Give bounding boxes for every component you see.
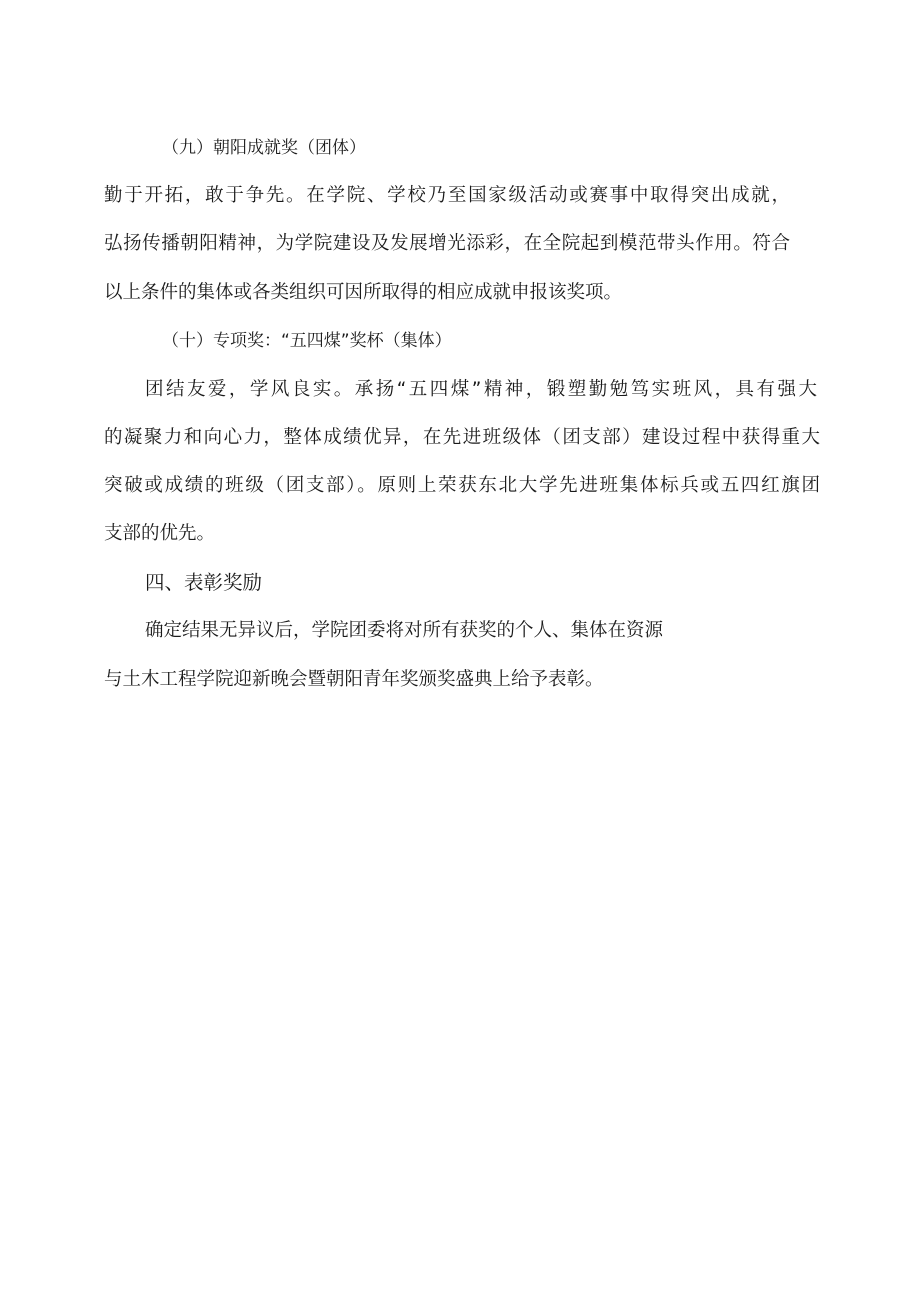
section-9-line-3: 以上条件的集体或各类组织可因所取得的相应成就申报该奖项。 <box>104 282 623 303</box>
section-10-line-4: 支部的优先。 <box>104 523 216 544</box>
section-10-line-1: 团结友爱，学风良实。承扬“五四煤”精神，锻塑勤勉笃实班风，具有强大 <box>145 379 817 400</box>
section-4-heading: 四、表彰奖励 <box>145 571 263 594</box>
section-10-line-2: 的凝聚力和向心力，整体成绩优异，在先进班级体（团支部）建设过程中获得重大 <box>104 427 820 448</box>
section-9-line-1: 勤于开拓，敢于争先。在学院、学校乃至国家级活动或赛事中取得突出成就， <box>104 185 790 206</box>
section-10-title: （十）专项奖：“五四煤”奖杯（集体） <box>162 331 452 351</box>
section-4-line-2: 与土木工程学院迎新晚会暨朝阳青年奖颁奖盛典上给予表彰。 <box>104 669 604 690</box>
section-9-line-2: 弘扬传播朝阳精神，为学院建设及发展增光添彩，在全院起到模范带头作用。符合 <box>104 233 790 254</box>
section-9-title: （九）朝阳成就奖（团体） <box>162 138 366 158</box>
section-4-line-1: 确定结果无异议后，学院团委将对所有获奖的个人、集体在资源 <box>145 620 664 641</box>
section-10-line-3: 突破或成绩的班级（团支部）。原则上荣获东北大学先进班集体标兵或五四红旗团 <box>104 475 820 496</box>
